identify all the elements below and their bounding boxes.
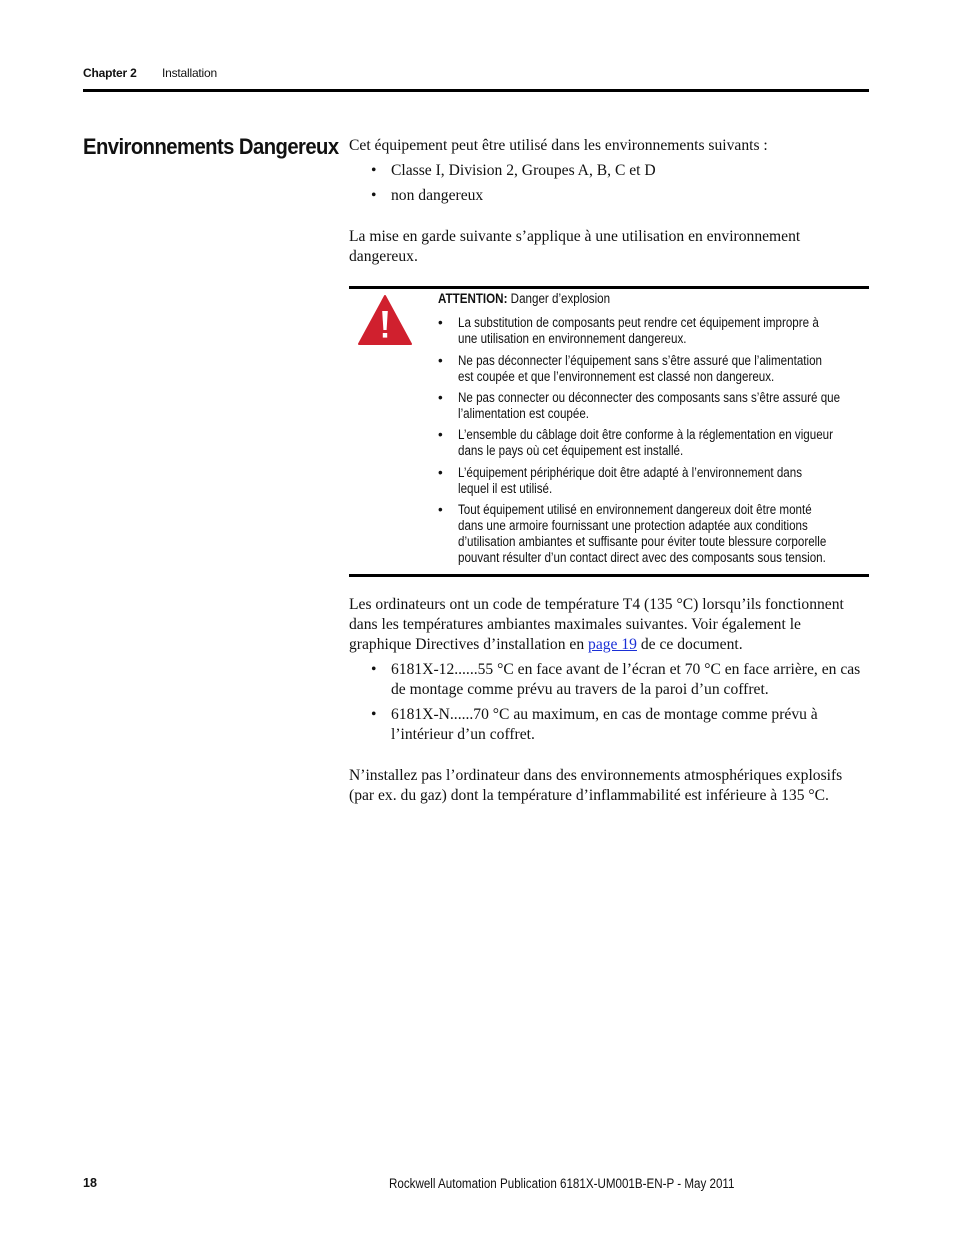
temperature-paragraph: Les ordinateurs ont un code de température T4 (135 °C) lorsqu’ils fonctionnent dans les températures ambiantes maximales suivantes. Voir également le graphique Directives d’installation en page 19 de ce document.: [349, 596, 844, 653]
running-header: [83, 66, 869, 80]
attention-title: Danger d’explosion: [510, 291, 611, 306]
attention-top-rule: [349, 286, 869, 289]
attention-label: ATTENTION:: [438, 291, 508, 306]
attention-bottom-rule: [349, 574, 869, 577]
attention-heading: [438, 291, 610, 306]
section-title: Environnements Dangereux: [83, 134, 339, 159]
warning-triangle-icon: [357, 294, 413, 346]
section-label: Installation: [162, 66, 217, 80]
closing-paragraph: N’installez pas l’ordinateur dans des environnements atmosphériques explosifs (par ex. du gaz) dont la température d’inflammabilité est inférieure à 135 °C.: [349, 767, 843, 804]
page-number: 18: [83, 1176, 97, 1190]
publication-footer: Rockwell Automation Publication 6181X-UM001B-EN-P - May 2011: [389, 1176, 735, 1191]
warning-intro-paragraph: La mise en garde suivante s’applique à une utilisation en environnement dangereux.: [349, 228, 801, 265]
intro-paragraph: Cet équipement peut être utilisé dans les environnements suivants :: [349, 137, 768, 154]
page-19-link[interactable]: page 19: [588, 636, 637, 653]
chapter-label: Chapter 2: [83, 66, 137, 80]
header-rule: [83, 89, 869, 92]
